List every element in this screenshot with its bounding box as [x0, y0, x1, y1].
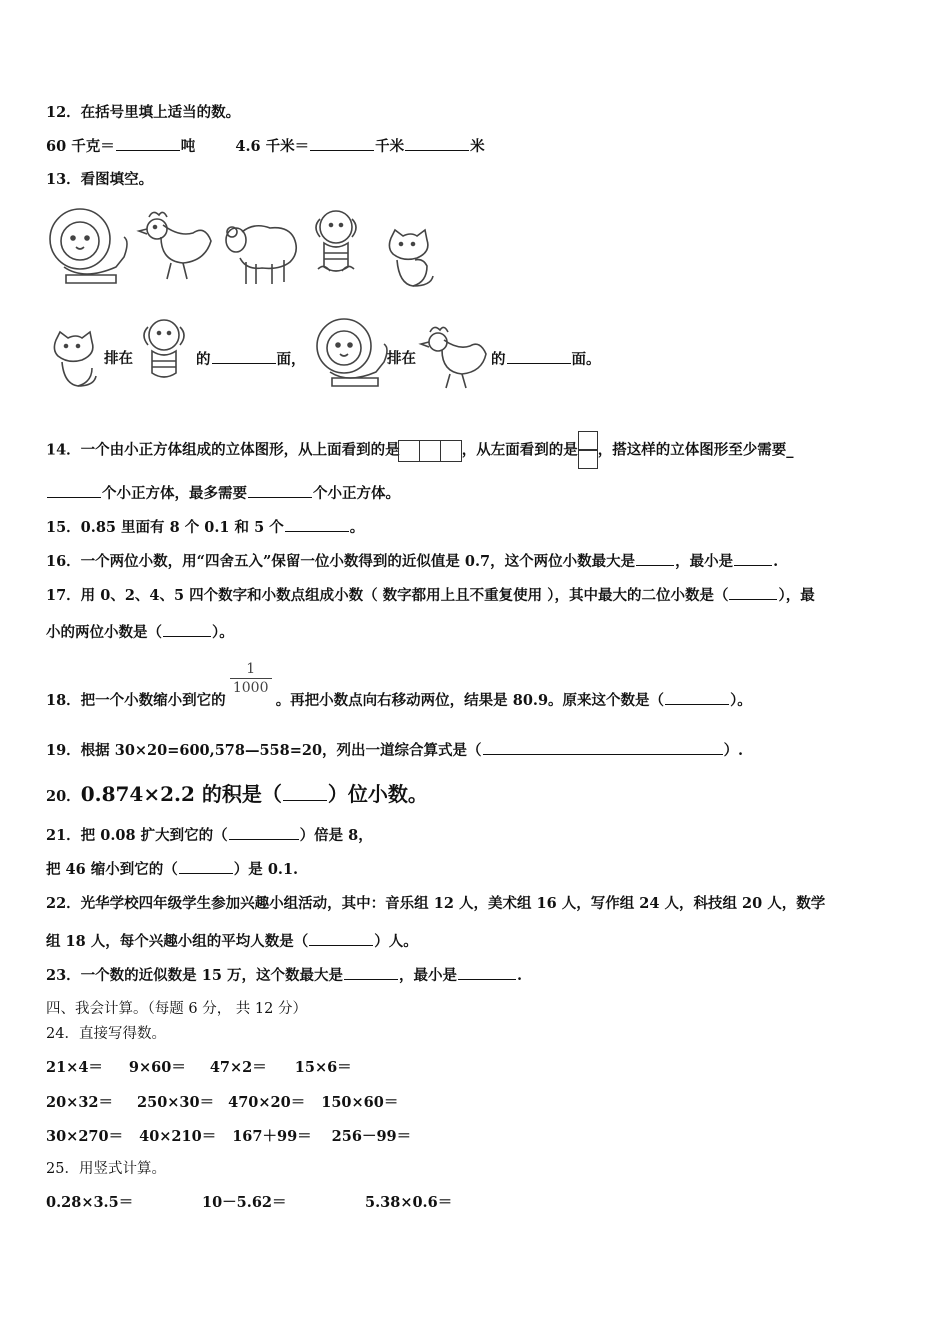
blank[interactable]: [405, 136, 469, 151]
q13-line-1: 的 面，: [196, 351, 306, 368]
q17-line-1: 17．用 0、2、4、5 四个数字和小数点组成小数（ 数字都用上且不重复使用 ），其中最大的二位小数是（ ），最: [46, 587, 815, 604]
q24-row-3: 30×270＝ 40×210＝ 167＋99＝ 256－99＝: [46, 1128, 412, 1145]
q18: 18．把一个小数缩小到它的 $\frac{1}{1000}$ 。再把小数点向右移动两位，结果是 80.9。原来这个数是（ ）。: [46, 661, 752, 709]
blank[interactable]: [507, 349, 571, 364]
blank[interactable]: [636, 551, 674, 566]
q12-title: 12．在括号里填上适当的数。: [46, 104, 241, 121]
q24-row-1: 21×4＝ 9×60＝ 47×2＝ 15×6＝: [46, 1059, 352, 1076]
q12-line: 60 千克＝ 吨 4.6 千米＝ 千米 米: [46, 138, 485, 155]
fraction: $\frac{1}{1000}$: [230, 660, 272, 697]
q25-item-3: 5.38×0.6＝: [365, 1194, 453, 1211]
q13-title: 13．看图填空。: [46, 171, 154, 188]
q24-title: 24．直接写得数。: [46, 1026, 166, 1042]
q25-item-2: 10－5.62＝: [202, 1194, 287, 1211]
sheep-image: [220, 218, 300, 288]
q15: 15．0.85 里面有 8 个 0.1 和 5 个 。: [46, 519, 365, 536]
q16: 16．一个两位小数，用“四舍五入”保留一位小数得到的近似值是 0.7，这个两位小数最大是 ，最小是 .: [46, 553, 779, 570]
cat-image: [383, 228, 439, 292]
q19: 19．根据 30×20=600,578—558=20，列出一道综合算式是（ ）.: [46, 742, 744, 759]
lion-image: [44, 205, 130, 287]
blank[interactable]: [483, 740, 723, 755]
blank[interactable]: [179, 859, 233, 874]
blank[interactable]: [248, 483, 312, 498]
q17-line-2: 小的两位小数是（ ）。: [46, 624, 234, 641]
lion-image-small: [312, 316, 390, 390]
q13-line-2: 的 面。: [491, 351, 601, 368]
blank[interactable]: [47, 483, 101, 498]
q14-line-2: 个小正方体，最多需要 个小正方体。: [46, 483, 400, 504]
q24-row-2: 20×32＝ 250×30＝ 470×20＝ 150×60＝: [46, 1094, 399, 1111]
dog-image: [310, 203, 366, 283]
q13-text-1: 排在: [104, 350, 133, 367]
q22-line-1: 22．光华学校四年级学生参加兴趣小组活动，其中：音乐组 12 人，美术组 16 人，写作组 24 人，科技组 20 人，数学: [46, 895, 826, 912]
q21-line-2: 把 46 缩小到它的（ ）是 0.1.: [46, 861, 299, 878]
q25-item-1: 0.28×3.5＝: [46, 1194, 134, 1211]
blank[interactable]: [309, 931, 373, 946]
blank[interactable]: [734, 551, 772, 566]
q25-title: 25．用竖式计算。: [46, 1161, 166, 1177]
dog-image-small: [136, 313, 194, 389]
blank[interactable]: [116, 136, 180, 151]
blank[interactable]: [283, 786, 327, 801]
rooster-image-small: [418, 322, 490, 390]
blank[interactable]: [729, 585, 777, 600]
top-view-figure: [400, 440, 462, 462]
section-4-title: 四、我会计算。（每题 6 分， 共 12 分）: [46, 1001, 307, 1017]
cat-image-small: [50, 330, 102, 390]
q20: 20．0.874×2.2 的积是（ ）位小数。: [46, 782, 428, 806]
q22-line-2: 组 18 人，每个兴趣小组的平均人数是（ ）人。: [46, 933, 418, 950]
blank[interactable]: [212, 349, 276, 364]
blank[interactable]: [344, 965, 398, 980]
blank[interactable]: [163, 622, 211, 637]
blank[interactable]: [458, 965, 516, 980]
blank[interactable]: [310, 136, 374, 151]
blank[interactable]: [285, 517, 349, 532]
q21-line-1: 21．把 0.08 扩大到它的（ ）倍是 8，: [46, 827, 373, 844]
q23: 23．一个数的近似数是 15 万，这个数最大是 ，最小是 .: [46, 967, 523, 984]
q13-text-4: 排在: [387, 350, 416, 367]
rooster-image: [135, 207, 217, 283]
left-view-figure: [578, 432, 598, 469]
q14-line-1: 14．一个由小正方体组成的立体图形，从上面看到的是 ，从左面看到的是 ，搭这样的立体图形至少需要_: [46, 432, 794, 469]
blank[interactable]: [229, 825, 299, 840]
blank[interactable]: [665, 690, 729, 705]
